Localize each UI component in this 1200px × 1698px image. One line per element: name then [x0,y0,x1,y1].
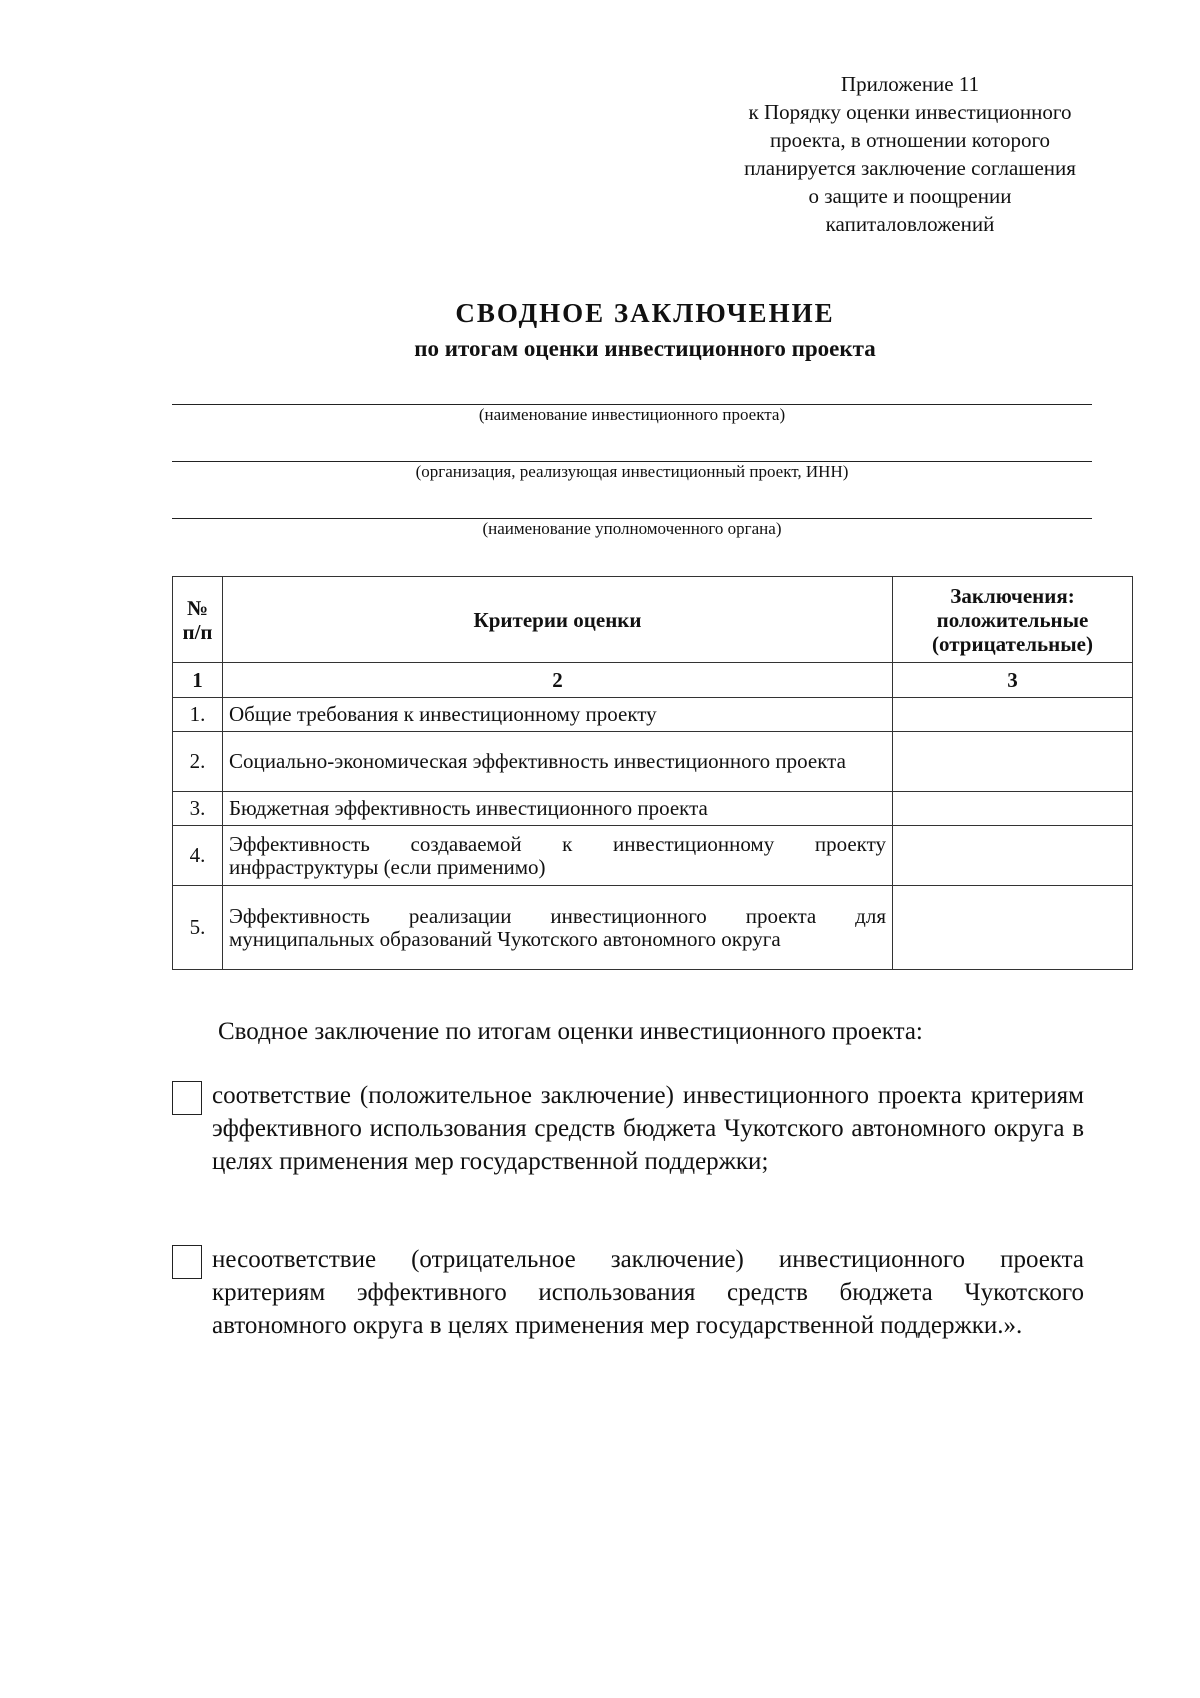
header-criteria: Критерии оценки [223,577,893,663]
row-number: 4. [173,826,223,886]
document-subtitle: по итогам оценки инвестиционного проекта [414,336,876,361]
summary-heading: Сводное заключение по итогам оценки инвестиционного проекта: [218,1018,923,1045]
table-row [173,698,1133,732]
table-row [173,886,1133,970]
row-number: 1. [173,698,223,732]
appendix-reference [700,70,1120,238]
negative-conclusion-checkbox[interactable] [172,1245,202,1279]
positive-conclusion-text: соответствие (положительное заключение) инвестиционного проекта критериям эффективного использования средств бюджета Чукотского автономного округа в целях применения мер государственной поддержки; [212,1082,1084,1175]
table-row [173,732,1133,792]
row-result-cell[interactable] [893,792,1133,826]
row-result-cell[interactable] [893,732,1133,792]
appendix-line: к Порядку оценки инвестиционного [748,100,1072,124]
column-number: 3 [893,663,1133,698]
column-number-row [173,663,1133,698]
table-header-row [173,577,1133,663]
row-number: 5. [173,886,223,970]
row-result-cell[interactable] [893,886,1133,970]
row-number: 2. [173,732,223,792]
header-num: № п/п [173,577,223,663]
row-result-cell[interactable] [893,826,1133,886]
row-criterion: Эффективность создаваемой к инвестиционному проекту инфраструктуры (если применимо) [223,826,893,886]
document-title: СВОДНОЕ ЗАКЛЮЧЕНИЕ [455,298,835,328]
appendix-line: о защите и поощрении [808,184,1012,208]
header-result: Заключения: положительные (отрицательные) [893,577,1133,663]
project-name-caption: (наименование инвестиционного проекта) [478,405,786,424]
table-row [173,792,1133,826]
column-number: 2 [223,663,893,698]
appendix-line: планируется заключение соглашения [744,156,1076,180]
table-row [173,826,1133,886]
row-result-cell[interactable] [893,698,1133,732]
appendix-line: проекта, в отношении которого [769,128,1051,152]
negative-conclusion-text: несоответствие (отрицательное заключение) инвестиционного проекта критериям эффективного использования средств бюджета Чукотского автономного округа в целях применения мер государственной поддержки.». [212,1246,1084,1339]
appendix-line: Приложение 11 [840,72,980,96]
row-criterion: Социально-экономическая эффективность инвестиционного проекта [223,732,893,792]
criteria-table [172,576,1133,970]
column-number: 1 [173,663,223,698]
appendix-line: капиталовложений [825,212,995,236]
authority-caption: (наименование уполномоченного органа) [482,519,782,538]
positive-conclusion-checkbox[interactable] [172,1081,202,1115]
row-criterion: Эффективность реализации инвестиционного проекта для муниципальных образований Чукотского автономного округа [223,886,893,970]
organization-caption: (организация, реализующая инвестиционный проект, ИНН) [415,462,849,481]
row-number: 3. [173,792,223,826]
row-criterion: Бюджетная эффективность инвестиционного проекта [223,792,893,826]
row-criterion: Общие требования к инвестиционному проекту [223,698,893,732]
